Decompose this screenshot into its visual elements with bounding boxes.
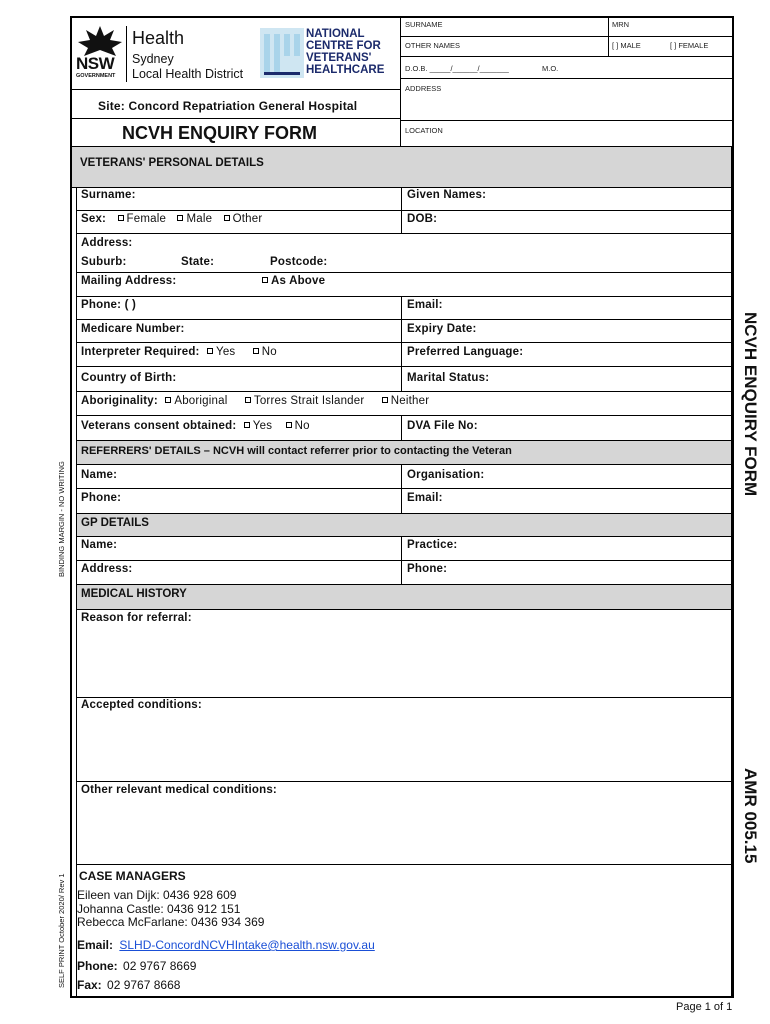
contact-fax: Fax: 02 9767 8668 [77, 978, 181, 992]
consent-field: Veterans consent obtained: Yes No [81, 420, 310, 432]
torres-option[interactable]: Torres Strait Islander [245, 395, 365, 407]
patient-mo-label: M.O. [542, 64, 559, 73]
aboriginality-field: Aboriginality: Aboriginal Torres Strait Islander Neither [81, 395, 430, 407]
gp-address-field[interactable]: Address: [81, 563, 133, 575]
nsw-health-logo [74, 22, 254, 86]
ncvh-line2: CENTRE FOR [306, 40, 381, 52]
veterans-heading: VETERANS' PERSONAL DETAILS [80, 157, 264, 169]
sex-field [81, 213, 262, 225]
interpreter-field: Interpreter Required: Yes No [81, 346, 277, 358]
contact-email-link[interactable]: SLHD-ConcordNCVHIntake@health.nsw.gov.au [119, 938, 375, 952]
ncvh-line3: VETERANS' [306, 52, 372, 64]
checkbox-icon[interactable] [382, 397, 388, 403]
checkbox-icon[interactable] [244, 422, 250, 428]
contact-phone: Phone: 02 9767 8669 [77, 959, 197, 973]
checkbox-icon[interactable] [262, 277, 268, 283]
gp-section-header [77, 514, 731, 536]
checkbox-icon[interactable] [165, 397, 171, 403]
checkbox-icon[interactable] [177, 215, 183, 221]
medical-heading: MEDICAL HISTORY [81, 588, 187, 600]
referrer-phone-field[interactable]: Phone: [81, 492, 122, 504]
patient-female-checkbox[interactable]: [ ] FEMALE [670, 41, 709, 50]
consent-yes-option[interactable]: Yes [244, 420, 272, 432]
consent-no-option[interactable]: No [286, 420, 310, 432]
patient-other-names-label: OTHER NAMES [405, 41, 461, 50]
case-manager-2: Johanna Castle: 0436 912 151 [77, 902, 241, 916]
self-print-text: SELF PRINT October 2020/ Rev 1 [57, 873, 66, 988]
district-line2: Local Health District [132, 67, 244, 81]
site-name: Site: Concord Repatriation General Hospital [98, 99, 358, 113]
health-text: Health [132, 28, 185, 48]
gp-practice-field[interactable]: Practice: [407, 539, 458, 551]
postcode-field[interactable]: Postcode: [270, 256, 328, 268]
gp-heading: GP DETAILS [81, 517, 149, 529]
nv-emblem-icon [260, 28, 304, 78]
ncvh-logo [258, 26, 398, 82]
checkbox-icon[interactable] [245, 397, 251, 403]
patient-dob-label: D.O.B. _____/______/_______ [405, 64, 509, 73]
sex-male-option[interactable]: Male [177, 213, 212, 225]
patient-mrn-label: MRN [612, 20, 630, 29]
checkbox-icon[interactable] [253, 348, 259, 354]
nsw-text: NSW [76, 54, 115, 73]
referrers-heading: REFERRERS' DETAILS – NCVH will contact referrer prior to contacting the Veteran [81, 445, 512, 457]
checkbox-icon[interactable] [118, 215, 124, 221]
expiry-field[interactable]: Expiry Date: [407, 323, 477, 335]
marital-field[interactable]: Marital Status: [407, 372, 490, 384]
patient-male-checkbox[interactable]: [ ] MALE [612, 41, 641, 50]
form-title: NCVH ENQUIRY FORM [122, 123, 318, 143]
waratah-icon [76, 24, 124, 58]
surname-field[interactable]: Surname: [81, 189, 136, 201]
gp-phone-field[interactable]: Phone: [407, 563, 448, 575]
page-number: Page 1 of 1 [676, 1001, 733, 1013]
phone-field[interactable]: Phone: ( ) [81, 299, 137, 311]
state-field[interactable]: State: [181, 256, 215, 268]
email-field[interactable]: Email: [407, 299, 443, 311]
sex-other-option[interactable]: Other [224, 213, 263, 225]
dob-field[interactable]: DOB: [407, 213, 438, 225]
interpreter-yes-option[interactable]: Yes [207, 346, 235, 358]
patient-address-label: ADDRESS [405, 84, 442, 93]
sex-female-option[interactable]: Female [118, 213, 167, 225]
checkbox-icon[interactable] [224, 215, 230, 221]
right-form-title: NCVH ENQUIRY FORM [741, 312, 760, 497]
checkbox-icon[interactable] [207, 348, 213, 354]
language-field[interactable]: Preferred Language: [407, 346, 524, 358]
interpreter-no-option[interactable]: No [253, 346, 277, 358]
contact-email: Email: SLHD-ConcordNCVHIntake@health.nsw.gov.au [77, 938, 375, 952]
referrer-name-field[interactable]: Name: [81, 469, 118, 481]
dva-field[interactable]: DVA File No: [407, 420, 478, 432]
referrer-organisation-field[interactable]: Organisation: [407, 469, 485, 481]
as-above-option[interactable]: As Above [262, 275, 325, 287]
ncvh-emblem [260, 28, 304, 78]
given-names-field[interactable]: Given Names: [407, 189, 487, 201]
case-managers-heading: CASE MANAGERS [79, 869, 186, 883]
form-code: AMR 005.15 [741, 768, 760, 864]
sex-label: Sex: [81, 213, 107, 225]
checkbox-icon[interactable] [286, 422, 292, 428]
aboriginal-option[interactable]: Aboriginal [165, 395, 227, 407]
binding-margin-text: BINDING MARGIN - NO WRITING [57, 461, 66, 577]
ncvh-line1: NATIONAL [306, 28, 365, 40]
medicare-field[interactable]: Medicare Number: [81, 323, 185, 335]
referral-reason-field[interactable]: Reason for referral: [81, 612, 192, 624]
patient-location-label: LOCATION [405, 126, 443, 135]
patient-surname-label: SURNAME [405, 20, 443, 29]
suburb-field[interactable]: Suburb: [81, 256, 127, 268]
referrer-email-field[interactable]: Email: [407, 492, 443, 504]
country-field[interactable]: Country of Birth: [81, 372, 177, 384]
address-field[interactable]: Address: [81, 237, 133, 249]
case-manager-1: Eileen van Dijk: 0436 928 609 [77, 888, 237, 902]
district-line1: Sydney [132, 52, 174, 66]
gp-name-field[interactable]: Name: [81, 539, 118, 551]
mailing-address-field[interactable]: Mailing Address: [81, 275, 177, 287]
accepted-conditions-field[interactable]: Accepted conditions: [81, 699, 202, 711]
ncvh-line4: HEALTHCARE [306, 64, 385, 76]
neither-option[interactable]: Neither [382, 395, 429, 407]
case-manager-3: Rebecca McFarlane: 0436 934 369 [77, 915, 265, 929]
other-conditions-field[interactable]: Other relevant medical conditions: [81, 784, 277, 796]
government-text: GOVERNMENT [76, 73, 116, 79]
